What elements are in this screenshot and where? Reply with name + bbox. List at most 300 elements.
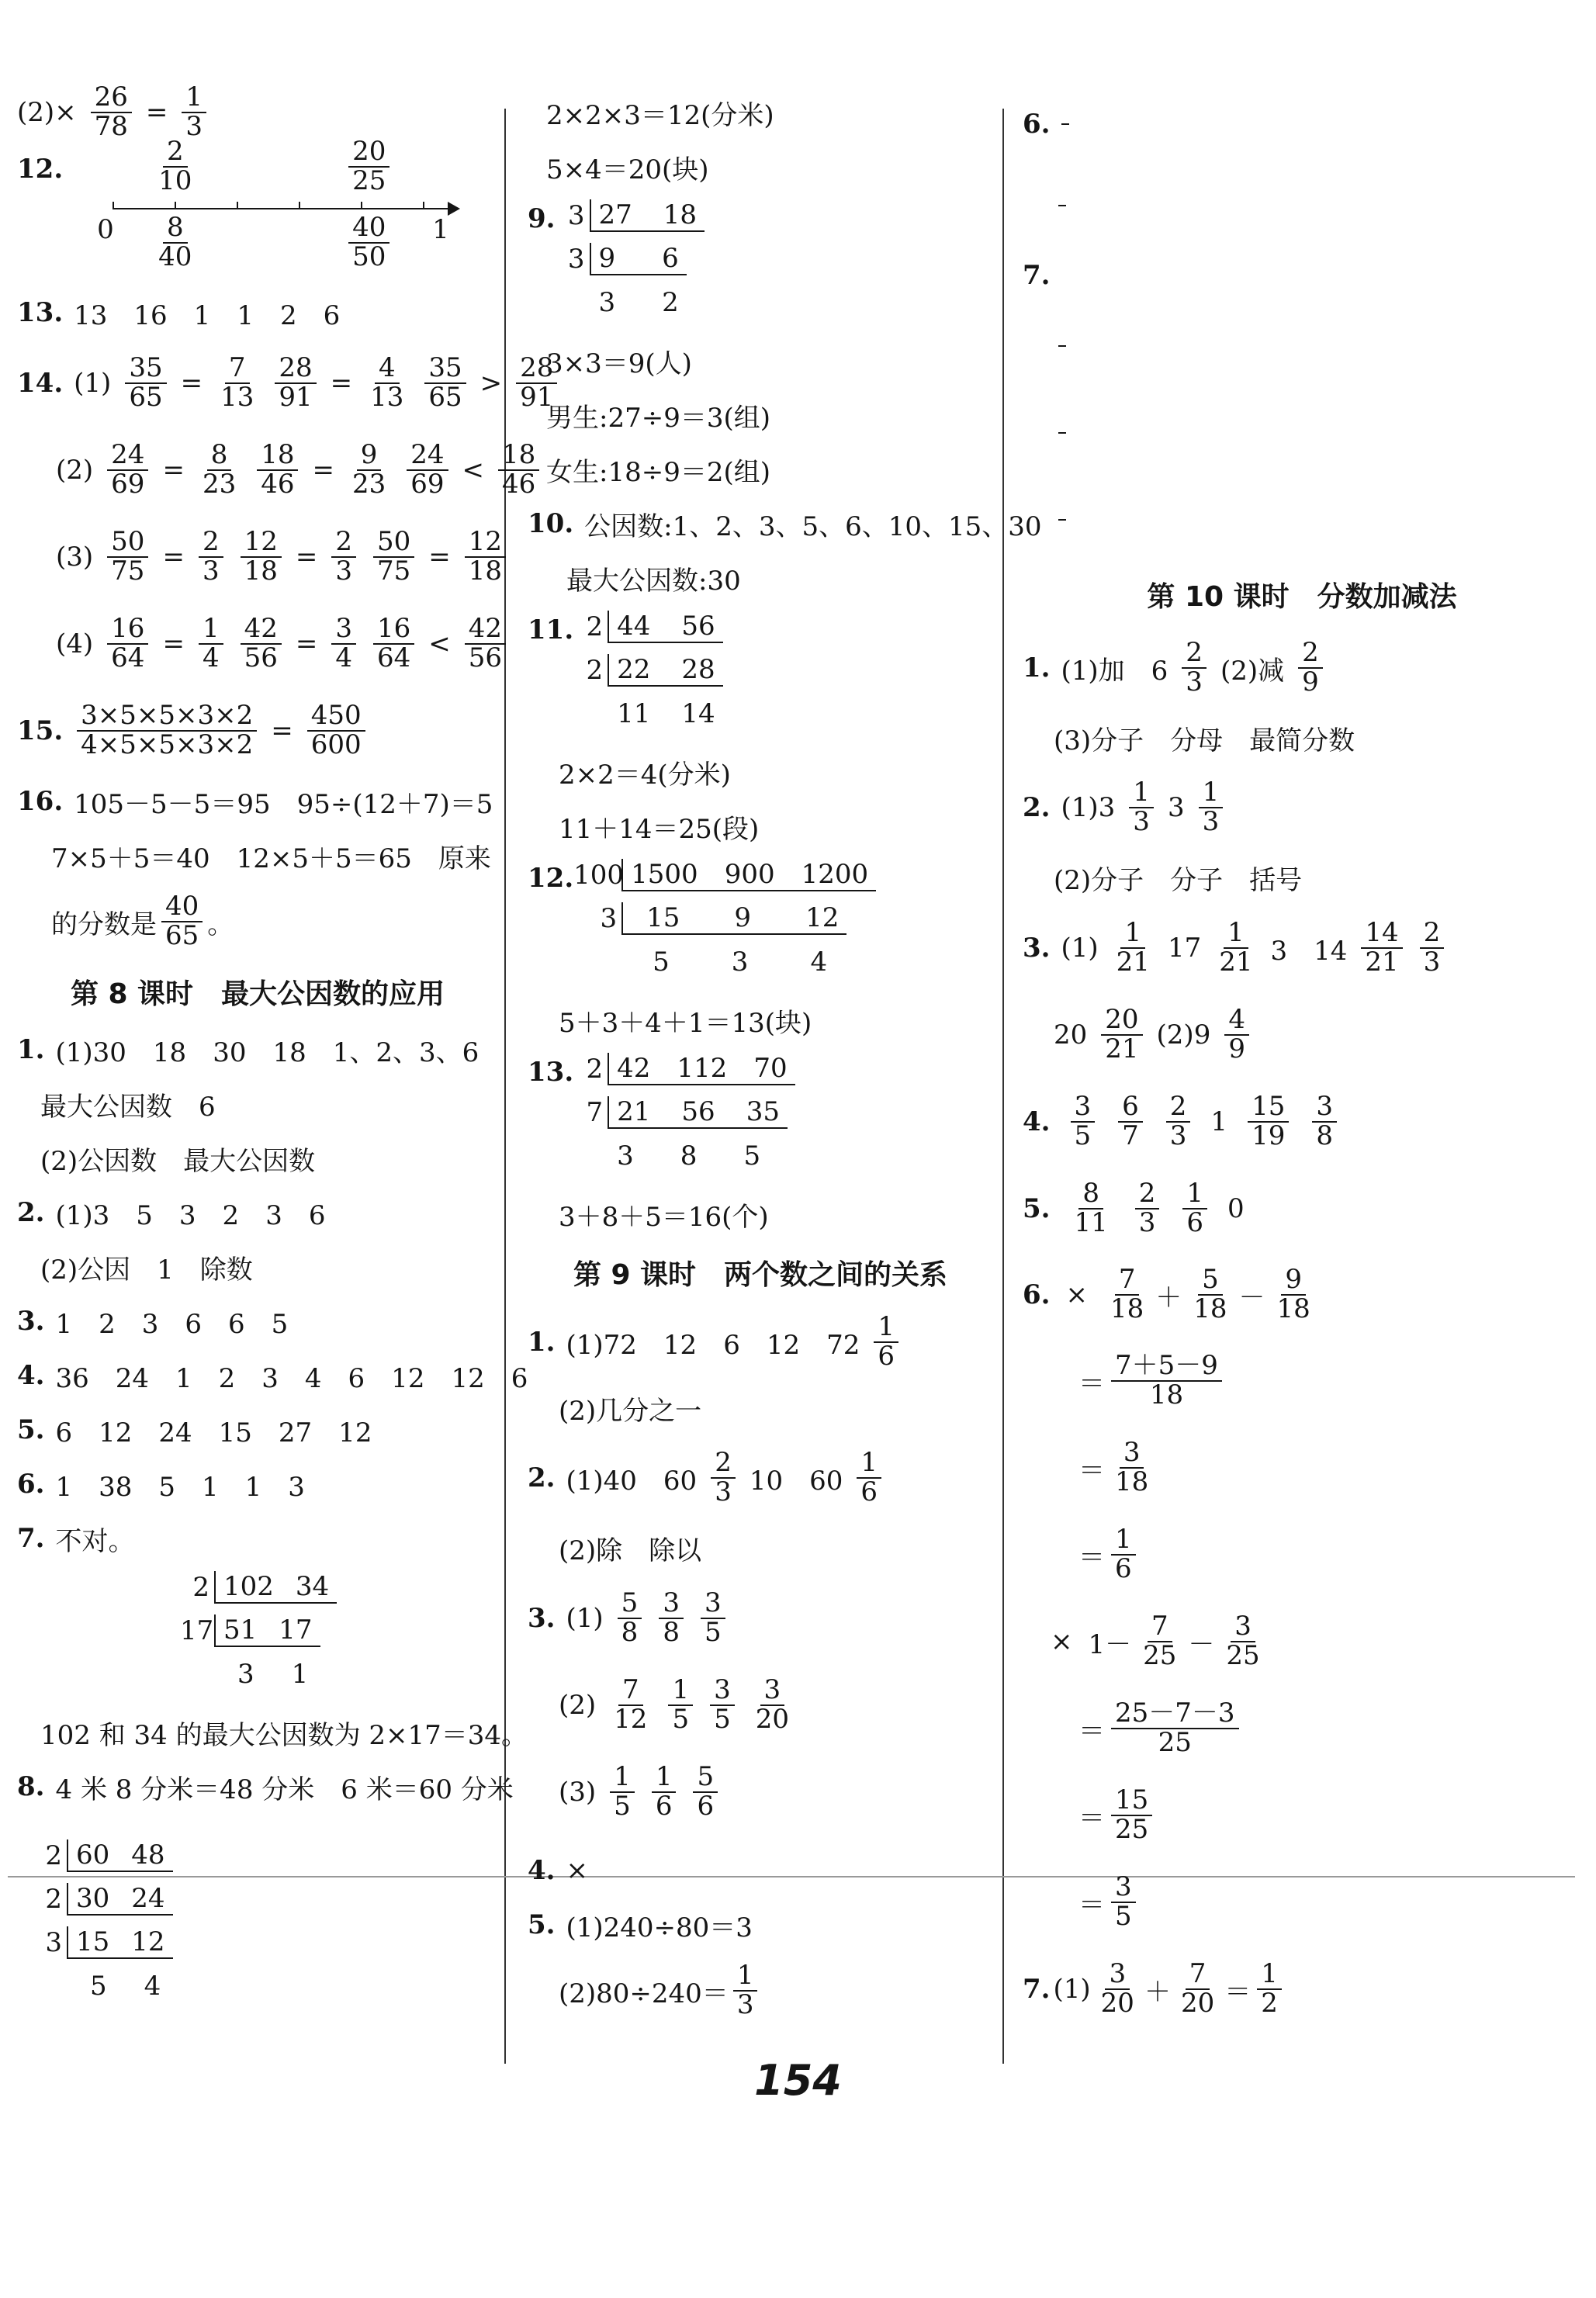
s8-q1-line-1 [17,1023,498,1077]
fraction: 1 6 [874,1313,898,1370]
operator: － [1188,1628,1215,1660]
fraction: 28 91 [275,355,316,411]
s9-q3-row-3 [528,1749,993,1836]
fraction: 1 5 [668,1677,693,1733]
q10-line-2 [528,551,993,605]
s8-q6 [17,1457,498,1511]
fraction: 6 7 [1118,1093,1143,1150]
divisor: 2 [586,611,604,642]
question-number: 7. [17,1523,45,1554]
q12-short-division [528,853,993,993]
s10-q1-line-2 [1023,711,1581,765]
q7-red [1023,303,1581,389]
text: = [145,97,168,128]
fraction: 25－7－3 25 [1111,1700,1239,1756]
answer-text: (1)加 6 [1061,655,1168,687]
question-number: 5. [1023,1193,1051,1224]
fraction: 2 3 [199,528,223,585]
dividends: 1500 900 1200 [621,859,876,891]
tick [175,202,176,209]
s9-q5-line-1 [528,1898,993,1952]
fraction: 42 56 [241,615,282,672]
section-title-10 [1023,563,1581,625]
division-row [573,1047,795,1091]
fraction: 40 65 [161,893,203,950]
answer-text: 不对。 [55,1525,135,1557]
question-number: 4. [528,1855,556,1886]
fraction: 8 23 [202,439,237,500]
fraction: 1 21 [1116,917,1150,978]
fraction: 18 46 [498,441,539,498]
division-row [556,194,705,237]
s8-q4 [17,1348,528,1403]
section-title: 第 9 课时 两个数之间的关系 [573,1258,948,1291]
fraction: 20 21 [1101,1006,1142,1063]
quotients: 3 1 [237,1659,309,1690]
fraction: 3 20 [755,1674,789,1735]
dividends: 15 12 [67,1926,173,1959]
answer-text: (2)减 [1220,655,1285,687]
fraction: 5 18 [1193,1264,1227,1324]
question-number: 10. [528,508,574,539]
operator: ＝ [1224,1976,1252,2008]
s10-q6-expr-1 [1023,1252,1581,1338]
q12-line-1 [528,993,993,1047]
fraction: 3 20 [1100,1958,1134,2019]
q9-line-3 [528,442,993,497]
answer-text: 1 2 3 6 6 5 [55,1308,289,1340]
fraction: 2 3 [1166,1093,1191,1150]
part-label: (1) [1061,933,1099,964]
dividends: 102 34 [214,1571,337,1604]
divisor: 2 [45,1840,62,1871]
s10-q6-step-5 [1023,1772,1581,1859]
answer-text: 公因数:1、2、3、5、6、10、15、30 [584,510,1042,542]
fraction: 16 64 [107,615,148,672]
q11-line-1 [528,745,993,799]
s10-q4 [1023,1078,1581,1165]
fraction: 16 64 [373,615,414,672]
answer-text: (1)30 18 30 18 1、2、3、6 [55,1037,479,1068]
fraction: 1 6 [1111,1526,1136,1583]
operator: ＝ [1078,1455,1105,1486]
fraction: 1 6 [1182,1180,1207,1237]
fraction: 3 5 [701,1590,725,1646]
question-number: 1. [1023,652,1051,684]
section-title-8 [17,960,498,1023]
q8-short-division [17,1834,498,2008]
fraction: 28 91 [516,355,557,411]
s8-q5 [17,1403,498,1457]
fraction: 7 12 [614,1674,648,1735]
question-number: 12. [528,863,574,894]
tick [113,202,114,209]
q16-line-1 [17,774,498,829]
fraction: 1 21 [1219,917,1253,978]
dividends: 22 28 [608,654,723,687]
dividends: 9 6 [590,243,687,275]
part-label: (2) [56,455,94,486]
question-number: 14. [17,368,64,399]
division-row [180,1566,498,1609]
fraction: 35 65 [125,355,166,411]
tick [423,202,424,209]
answer-text: 5＋3＋4＋1＝13(块) [559,1007,812,1039]
question-number: 6. [1023,109,1051,140]
q13-line-1 [528,1187,993,1241]
part-label: (4) [56,628,94,659]
divisor: 2 [192,1572,209,1603]
tick [299,202,300,209]
q7-green [1023,476,1581,563]
fraction: 12 18 [241,528,282,585]
part-label: (1) [74,368,112,399]
question-number: 11. [528,614,574,645]
fraction: 42 56 [465,615,506,672]
answer-text: (1)240÷80＝3 [566,1912,753,1943]
section-title: 第 8 课时 最大公因数的应用 [70,978,445,1010]
part-label: (3) [56,542,94,573]
question-number: 13. [528,1057,574,1088]
question-number: 15. [17,715,64,746]
text: (2)× [17,97,77,128]
q14-row-4: (4) 16 64 = 1 4 42 56 = 3 4 16 64 < 42 56 [17,600,498,687]
fraction: 3 8 [1312,1093,1337,1150]
fraction: 2 3 [1420,919,1445,976]
fraction: 450 600 [307,702,365,759]
q13-short-division [528,1047,993,1187]
answer-text: 102 和 34 的最大公因数为 2×17＝34。 [40,1719,528,1751]
dividends: 51 17 [214,1614,320,1647]
q7-short-division [17,1566,498,1705]
divisor: 3 [567,244,585,275]
fraction: 5 6 [693,1763,718,1820]
fraction: 1 6 [857,1449,881,1506]
answer-text: (1)72 12 6 12 72 [566,1329,860,1361]
fraction: 3 25 [1226,1611,1260,1671]
fraction: $\frac{50}{75}$ [373,528,414,585]
question-number: 4. [17,1360,45,1391]
answer-text: 女生:18÷9＝2(组) [546,456,770,488]
s9-q1-line-1 [528,1303,993,1381]
fraction: 9 18 [1276,1264,1310,1324]
s8-q3 [17,1294,498,1348]
fraction: 1 6 [652,1763,677,1820]
answer-text: 3 14 [1270,935,1348,967]
question-number: 1. [528,1327,556,1358]
operator: ＋ [1144,1976,1171,2008]
q6-line-1 [1023,85,1581,163]
fraction: 4 13 [370,352,404,413]
answer-text: 11＋14＝25(段) [559,813,760,845]
answer-text: (2)几分之一 [559,1395,702,1427]
fraction [1061,123,1069,125]
fraction: 2 3 [1182,639,1207,696]
answer-text: 17 [1167,933,1202,964]
fraction: 2 3 [331,528,356,585]
operator: ＝ [1078,1368,1105,1400]
answer-text: 2×2＝4(分米) [559,759,731,791]
divisor: 2 [45,1884,62,1915]
part-label: (1) [1053,1974,1091,2005]
fraction: 1 3 [1129,779,1154,836]
answer-text: 10 60 [749,1465,843,1497]
q15: 15. 3×5×5×3×2 4×5×5×3×2 = 450 600 [17,687,498,774]
column-2 [528,85,1042,2030]
divisor: 100 [573,860,625,891]
fraction: 3 5 [710,1677,735,1733]
answer-text: 20 [1054,1019,1088,1050]
fraction: 24 69 [407,441,448,498]
fraction: 18 46 [257,441,298,498]
s10-q6-step-4 [1023,1685,1581,1772]
s8-q2-line-2 [17,1240,498,1294]
division-row [573,1134,795,1178]
q16-line-2 [17,829,498,883]
c1-line-1 [17,81,498,142]
fraction [1058,519,1066,521]
fraction: $\frac{26}{78}$ [91,84,132,140]
s10-q6-expr-2 [1023,1598,1581,1685]
division-row [556,237,705,281]
dividends: 21 56 35 [608,1096,788,1129]
q7-conclusion [17,1705,528,1760]
answer-text: (2)80÷240＝ [559,1978,729,2009]
cross-mark: × [566,1855,588,1886]
question-number: 3. [17,1306,45,1337]
question-number: 16. [17,786,64,817]
tick [237,202,238,209]
division-row [180,1609,498,1653]
fraction: 35 65 [424,355,466,411]
division-row [33,1834,498,1878]
fraction: 24 69 [107,441,148,498]
answer-text: 0 [1227,1193,1245,1224]
fraction-top-2: 20 25 [348,138,389,195]
s9-q3-row-1 [528,1575,993,1662]
answer-text: (2)公因 1 除数 [40,1254,253,1286]
fraction: 2 3 [711,1449,736,1506]
fraction [1058,205,1066,206]
s10-q6-step-3 [1023,1511,1581,1598]
quotients: 5 3 4 [653,947,828,978]
quotients: 3 2 [598,287,679,318]
division-row [573,940,876,984]
part-label: (1) [566,1603,604,1634]
answer-text: 5×4＝20(块) [546,154,709,185]
division-row [180,1653,498,1696]
fraction: 7 13 [220,352,254,413]
column-divider-right [1002,109,1004,2064]
s10-q6-step-6 [1023,1859,1581,1946]
operator: ＝ [1078,1542,1105,1573]
answer-text: 1 [1210,1106,1228,1137]
question-number: 7. [1023,1974,1051,2005]
q14-row-3: (3) 50 75 = 2 3 12 18 = 2 3 $\frac{50}{75}$ = $\frac{12}{18}$ [17,514,498,600]
q9-line-2 [528,388,993,442]
question-number: 1. [17,1034,45,1065]
answer-text: 的分数是 [51,908,157,940]
s10-q3-line-2 [1023,992,1581,1078]
fraction-bottom-1: 8 40 [158,212,192,272]
column-3 [1023,85,1581,2033]
division-row [33,1921,498,1964]
q9-line-1 [528,334,993,388]
s10-q1-line-1 [1023,625,1581,711]
answer-text: 3×3＝9(人) [546,348,692,379]
answer-text: 3＋8＋5＝16(个) [559,1201,769,1233]
c2-line-1 [528,85,993,140]
answer-text: (2)分子 分子 括号 [1054,864,1303,896]
s10-q2-line-1 [1023,765,1581,850]
fraction: 1 2 [1257,1961,1282,2017]
answer-text: (1)3 5 3 2 3 6 [55,1199,326,1231]
question-number: 6. [17,1469,45,1500]
arrow-icon [448,202,460,216]
division-row [33,1878,498,1921]
fraction: $\frac{12}{18}$ [465,528,506,585]
question-number: 5. [17,1414,45,1445]
q14-row-1: 14. (1) 35 65 = 7 13 28 91 = 4 13 35 65 > 28 91 [17,340,498,427]
operator: < [462,455,484,486]
division-row [556,281,705,324]
fraction: 9 23 [351,439,386,500]
answer-text: (2)公因数 最大公因数 [40,1145,316,1177]
operator: － [1238,1282,1265,1313]
fraction: 1 3 [733,1962,758,2019]
question-number: 2. [1023,792,1051,823]
q7-yellow [1023,389,1581,476]
question-number: 2. [17,1197,45,1228]
fraction [1058,432,1066,434]
section-title-9 [528,1241,993,1303]
fraction: 14 21 [1361,919,1402,976]
s8-q1-line-2 [17,1077,498,1131]
fraction: 4 9 [1224,1006,1249,1063]
fraction: 1 5 [610,1763,635,1820]
answer-text: 。 [207,908,234,940]
answer-text: 105－5－5＝95 95÷(12＋7)＝5 [74,788,493,820]
s8-q8 [17,1760,514,1814]
question-number: 13. [17,297,64,328]
s9-q3-row-2 [528,1662,993,1749]
part-label: (2) [559,1690,597,1721]
answer-text: 13 16 1 1 2 6 [74,299,341,331]
question-number: 6. [1023,1279,1051,1310]
quotients: 11 14 [617,698,715,729]
fraction-bottom-2: 40 50 [348,214,389,271]
question-number: 3. [528,1603,556,1634]
answer-text: (2)除 除以 [559,1535,702,1566]
division-row [573,1091,795,1134]
s8-q2-line-1 [17,1185,498,1240]
s9-q2-line-2 [528,1521,993,1575]
s8-q7 [17,1511,498,1566]
fraction: 7 25 [1143,1611,1177,1671]
question-number: 9. [528,203,556,234]
fraction: 15 25 [1111,1787,1152,1843]
divisor: 2 [586,655,604,686]
fraction-top-1: 2 10 [158,136,192,196]
answer-text: 4 米 8 分米＝48 分米 6 米＝60 分米 [55,1774,514,1805]
question-number: 3. [1023,933,1051,964]
answer-text: (2)9 [1156,1019,1211,1050]
dividends: 30 24 [67,1883,173,1916]
fraction: 3 18 [1115,1437,1149,1497]
question-number: 5. [528,1909,556,1940]
label-zero: 0 [97,214,114,245]
division-row [573,649,723,692]
fraction: $\frac{7}{18}$ [1110,1264,1144,1324]
fraction: 8 11 [1074,1178,1108,1238]
dividends: 42 112 70 [608,1053,795,1085]
fraction: 3×5×5×3×2 4×5×5×3×2 [77,702,257,759]
fraction: 5 8 [618,1590,642,1646]
c2-line-2 [528,140,993,194]
divisor: 3 [567,200,585,231]
fraction: 7 20 [1180,1958,1215,2019]
fraction: 7＋5－9 18 [1111,1352,1222,1409]
cross-mark: × [1051,1626,1073,1657]
s9-q4 [528,1843,993,1898]
fraction: 15 19 [1248,1093,1289,1150]
s10-q2-line-2 [1023,850,1581,905]
fraction: 1 4 [199,615,223,672]
operator: ＝ [1078,1802,1105,1834]
s10-q6-step-2 [1023,1424,1581,1511]
fraction: 3 4 [331,615,356,672]
page-number: 154 [754,2056,842,2105]
q9-short-division [528,194,993,334]
divisor: 2 [586,1054,604,1085]
answer-text: (1)40 60 [566,1465,698,1497]
question-number: 4. [1023,1106,1051,1137]
quotients: 3 8 5 [617,1140,761,1171]
s9-q1-line-2 [528,1381,993,1435]
divisor: 17 [180,1615,214,1646]
part-label: (3) [559,1777,597,1808]
answer-text: 2×2×3＝12(分米) [546,99,774,131]
answer-text: 最大公因数 6 [40,1091,216,1123]
q12-number-line [17,136,498,286]
question-number: 7. [1023,260,1051,291]
fraction: 3 5 [1111,1874,1136,1930]
answer-text: 3 [1167,792,1185,823]
answer-text: 最大公因数:30 [566,565,741,597]
quotients: 5 4 [90,1971,161,2002]
operator: < [428,628,451,659]
q11-line-2 [528,799,993,853]
s8-q1-line-3 [17,1131,498,1185]
cross-mark: × [1065,1279,1088,1310]
answer-text: 7×5＋5＝40 12×5＋5＝65 原来 [51,843,491,874]
operator: ＋ [1155,1282,1182,1313]
answer-text: (1)3 [1061,792,1116,823]
answer-text: 36 24 1 2 3 4 6 12 12 6 [55,1362,528,1394]
fraction: 50 75 [107,528,148,585]
fraction: $\frac{1}{3}$ [182,84,206,140]
division-row [573,605,723,649]
dividends: 15 9 12 [621,902,846,935]
divisor: 7 [586,1097,604,1128]
question-number: 12. [17,154,64,185]
q13 [17,286,498,340]
fraction: 2 3 [1135,1180,1160,1237]
division-row [573,692,723,735]
fraction: 1 3 [1199,779,1224,836]
answer-text: 男生:27÷9＝3(组) [546,402,770,434]
question-number: 2. [528,1462,556,1493]
